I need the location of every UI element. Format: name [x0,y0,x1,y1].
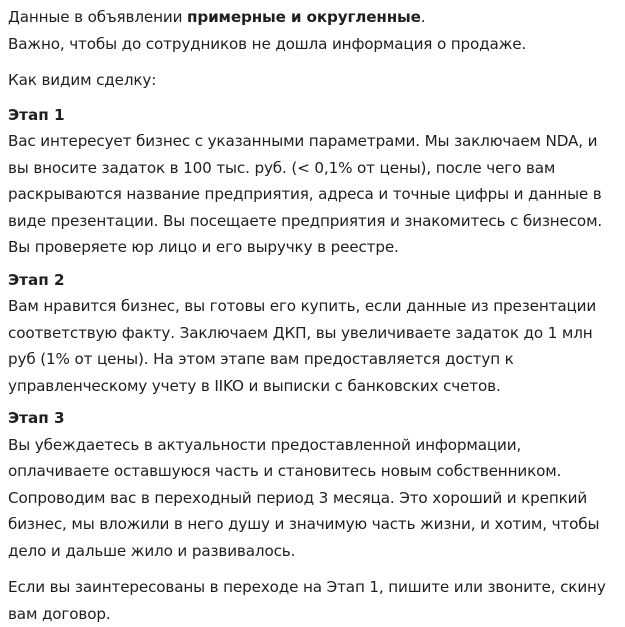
intro-line-2: Важно, чтобы до сотрудников не дошла информация о продаже. [8,34,527,53]
stage-2-title: Этап 2 [8,270,65,289]
stage-1-text: Вас интересует бизнес с указанными параметрами. Мы заключаем NDA, и вы вносите задаток в 100 тыс. руб. (< 0,1% от цены), после чего вам раскрываются название предприятия, адреса и точные цифры и данные в виде презентации. Вы посещаете предприятия и знакомитесь с бизнесом. Вы проверяете юр лицо и его выручку в реестре. [8,132,603,256]
stage-1-title: Этап 1 [8,105,65,124]
stage-3-title: Этап 3 [8,409,65,427]
stage-3 [8,405,615,564]
stage-2 [8,267,615,400]
stage-2-text: Вам нравится бизнес, вы готовы его купить, если данные из презентации соответствую факту. Заключаем ДКП, вы увеличиваете задаток до 1 млн руб (1% от цены). На этом этапе вам предоставляется доступ к управленческому учету в IIKO и выписки с банковских счетов. [8,297,597,395]
deal-heading: Как видим сделку: [8,71,157,89]
stage-3-text: Вы убеждаетесь в актуальности предоставленной информации, оплачиваете оставшуюся часть и становитесь новым собственником. Сопроводим вас в переходный период 3 месяца. Это хороший и крепкий бизнес, мы вложили в него душу и значимую часть жизни, и хотим, чтобы дело и дальше жило и развивалось. [8,435,600,560]
closing-text: Если вы заинтересованы в переходе на Этап 1, пишите или звоните, скину вам договор. [8,578,606,623]
intro-line-1-suffix: . [420,8,426,26]
intro-line-1-prefix: Данные в объявлении [8,8,187,26]
stage-1 [8,102,615,261]
intro-line-1 [8,4,615,31]
intro-line-1-bold: примерные и округленные [187,8,421,26]
